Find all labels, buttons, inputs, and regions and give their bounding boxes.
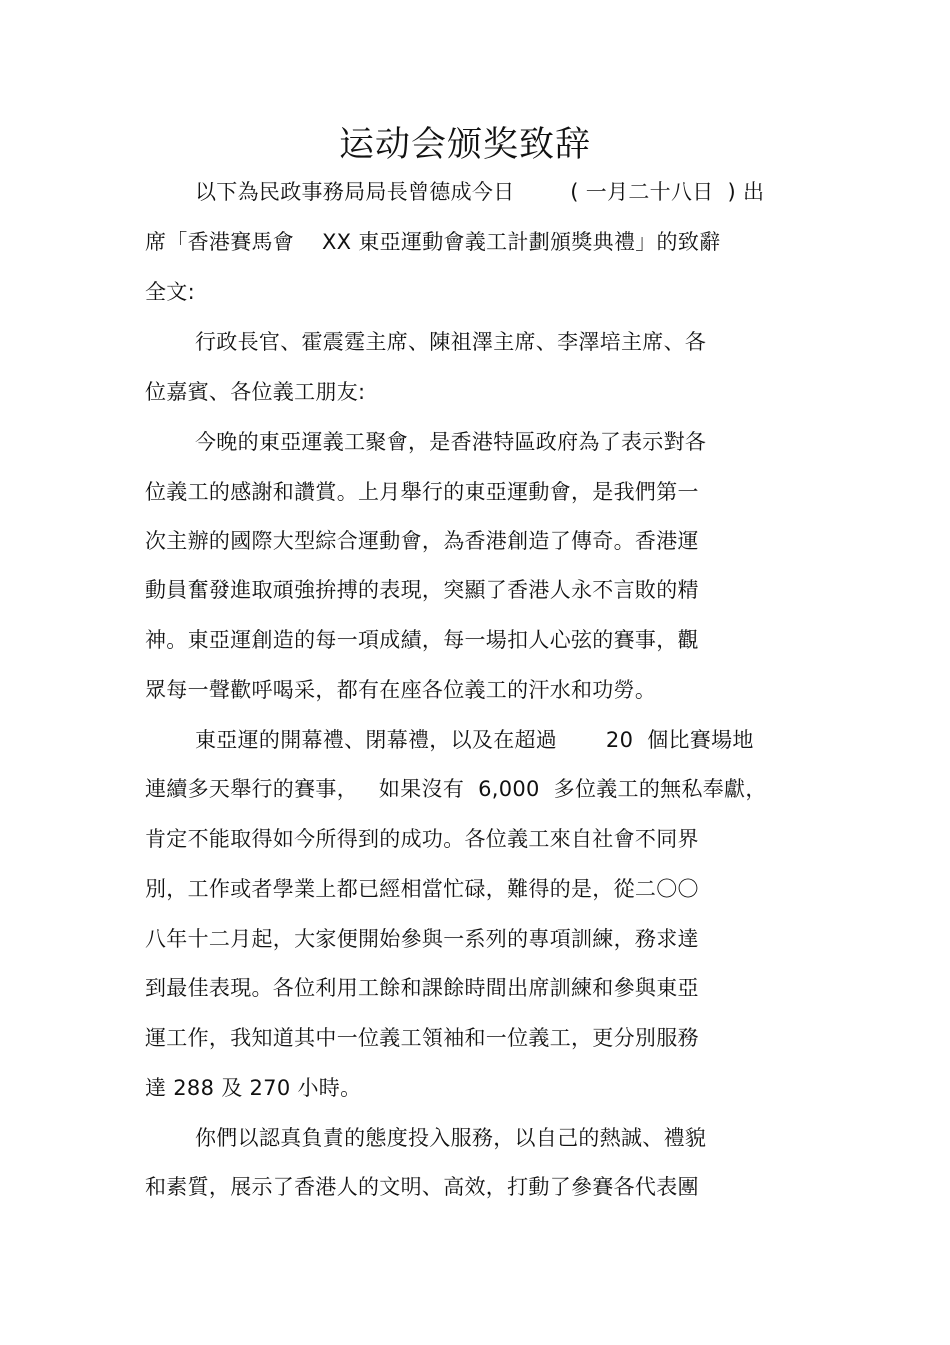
paragraph-line: 動員奮發進取頑強拚搏的表現，突顯了香港人永不言敗的精	[145, 578, 699, 602]
paragraph-line: 以下為民政事務局局長曾德成今日 ( 一月二十八日 ) 出	[195, 180, 765, 204]
paragraph-line: 全文:	[145, 280, 195, 304]
paragraph-line: 行政長官、霍震霆主席、陳祖澤主席、李澤培主席、各	[195, 330, 707, 354]
paragraph-line: 運工作，我知道其中一位義工領袖和一位義工，更分別服務	[145, 1026, 699, 1050]
paragraph-line: 和素質，展示了香港人的文明、高效，打動了參賽各代表團	[145, 1175, 699, 1199]
paragraph-line: 你們以認真負責的態度投入服務，以自己的熱誠、禮貌	[195, 1126, 707, 1150]
paragraph-line: 席「香港賽馬會 XX 東亞運動會義工計劃頒獎典禮」的致辭	[145, 230, 721, 254]
paragraph-line: 眾每一聲歡呼喝采，都有在座各位義工的汗水和功勞。	[145, 678, 657, 702]
paragraph-line: 到最佳表現。各位利用工餘和課餘時間出席訓練和參與東亞	[145, 976, 699, 1000]
paragraph-line: 次主辦的國際大型綜合運動會，為香港創造了傳奇。香港運	[145, 529, 699, 553]
paragraph-line: 別，工作或者學業上都已經相當忙碌，難得的是，從二〇〇	[145, 877, 699, 901]
paragraph-line: 東亞運的開幕禮、閉幕禮，以及在超過 20 個比賽場地	[195, 728, 754, 752]
document-title: 运动会颁奖致辞	[338, 125, 591, 165]
paragraph-line: 位義工的感謝和讚賞。上月舉行的東亞運動會，是我們第一	[145, 480, 699, 504]
paragraph-line: 神。東亞運創造的每一項成績，每一場扣人心弦的賽事，觀	[145, 628, 699, 652]
paragraph-line: 達 288 及 270 小時。	[145, 1076, 362, 1100]
paragraph-line: 今晚的東亞運義工聚會，是香港特區政府為了表示對各	[195, 430, 707, 454]
paragraph-line: 位嘉賓、各位義工朋友:	[145, 380, 366, 404]
paragraph-line: 肯定不能取得如今所得到的成功。各位義工來自社會不同界	[145, 827, 699, 851]
paragraph-line: 連續多天舉行的賽事， 如果沒有 6,000 多位義工的無私奉獻，	[145, 777, 767, 801]
paragraph-line: 八年十二月起，大家便開始參與一系列的專項訓練，務求達	[145, 927, 699, 951]
